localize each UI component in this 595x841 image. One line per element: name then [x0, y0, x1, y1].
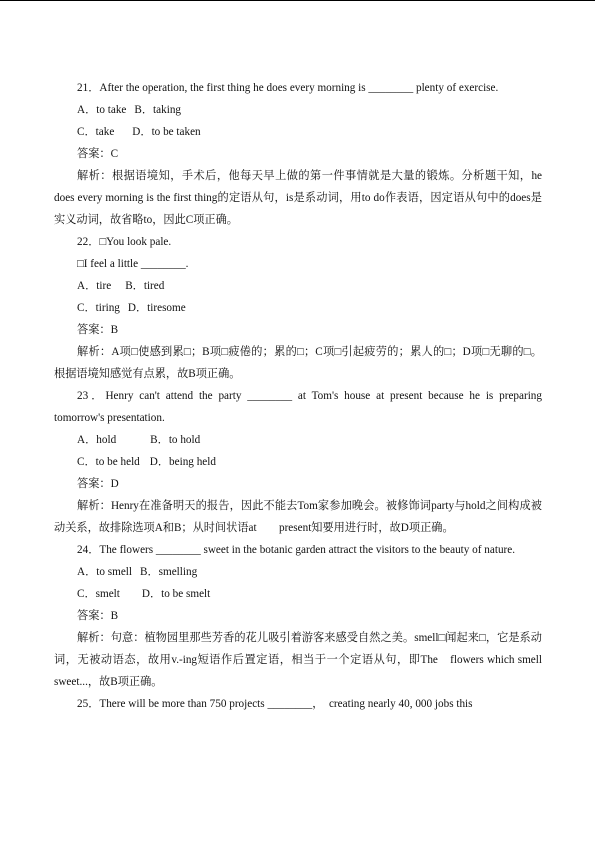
option-c: C．to be held: [77, 456, 140, 468]
question-21-answer: 答案：C: [77, 148, 119, 160]
exercise-page: [54, 77, 542, 715]
question-24-stem: 24．The flowers ________ sweet in the botanic garden attract the visitors to the beauty of nature.: [77, 544, 516, 556]
question-22-options-row-2: [54, 297, 542, 319]
question-22-answer: 答案：B: [77, 324, 119, 336]
question-21-stem: 21．After the operation, the first thing he does every morning is ________ plenty of exercise.: [77, 82, 499, 94]
option-c: C．tiring: [77, 302, 120, 314]
question-23-options-row-1: [54, 429, 542, 451]
option-d: D．being held: [149, 456, 216, 468]
option-b: B．tired: [125, 280, 165, 292]
option-a: A．to take: [77, 104, 127, 116]
option-d: D．to be smelt: [141, 588, 211, 600]
question-25-stem: 25．There will be more than 750 projects ________， creating nearly 40, 000 jobs this: [77, 698, 473, 710]
option-a: A．hold: [77, 434, 117, 446]
question-21-options-row-2: [54, 121, 542, 143]
question-24-options-row-2: [54, 583, 542, 605]
option-b: B．taking: [134, 104, 182, 116]
option-d: D．tiresome: [127, 302, 186, 314]
question-24-options-row-1: [54, 561, 542, 583]
question-22-explanation: 解析：A项□使感到累□；B项□疲倦的；累的□；C项□引起疲劳的；累人的□；D项□无聊的□。根据语境知感觉有点累，故B项正确。: [54, 346, 542, 380]
question-21-options-row-1: [54, 99, 542, 121]
option-b: B．to hold: [150, 434, 201, 446]
option-c: C．smelt: [77, 588, 120, 600]
question-22-stem: 22．□You look pale.: [77, 236, 172, 248]
question-24-answer: 答案：B: [77, 610, 119, 622]
question-22-stem-reply: □I feel a little ________.: [77, 258, 189, 270]
option-a: A．to smell: [77, 566, 133, 578]
question-23-options-row-2: [54, 451, 542, 473]
question-23-stem: 23．Henry can't attend the party ________ at Tom's house at present because he is preparing tomorrow's presentation.: [54, 390, 542, 424]
option-c: C．take: [77, 126, 115, 138]
question-24-explanation: 解析：句意：植物园里那些芳香的花儿吸引着游客来感受自然之美。smell□闻起来□，它是系动词，无被动语态，故用v.-ing短语作后置定语，相当于一个定语从句，即The flowers which smell sweet...，故B项正确。: [54, 632, 542, 688]
question-22-options-row-1: [54, 275, 542, 297]
option-d: D．to be taken: [132, 126, 201, 138]
option-a: A．tire: [77, 280, 112, 292]
question-21-explanation: 解析：根据语境知，手术后，他每天早上做的第一件事情就是大量的锻炼。分析题干知，he does every morning is the first thing的定语从句，is是系动词，用to do作表语，因定语从句中的does是实义动词，故省略to，因此C项正确。: [54, 170, 542, 226]
option-b: B．smelling: [140, 566, 198, 578]
question-23-answer: 答案：D: [77, 478, 119, 490]
top-rule: [0, 0, 595, 1]
question-23-explanation: 解析：Henry在准备明天的报告，因此不能去Tom家参加晚会。被修饰词party与hold之间构成被动关系，故排除选项A和B；从时间状语at present知要用进行时，故D项正确。: [54, 500, 542, 534]
